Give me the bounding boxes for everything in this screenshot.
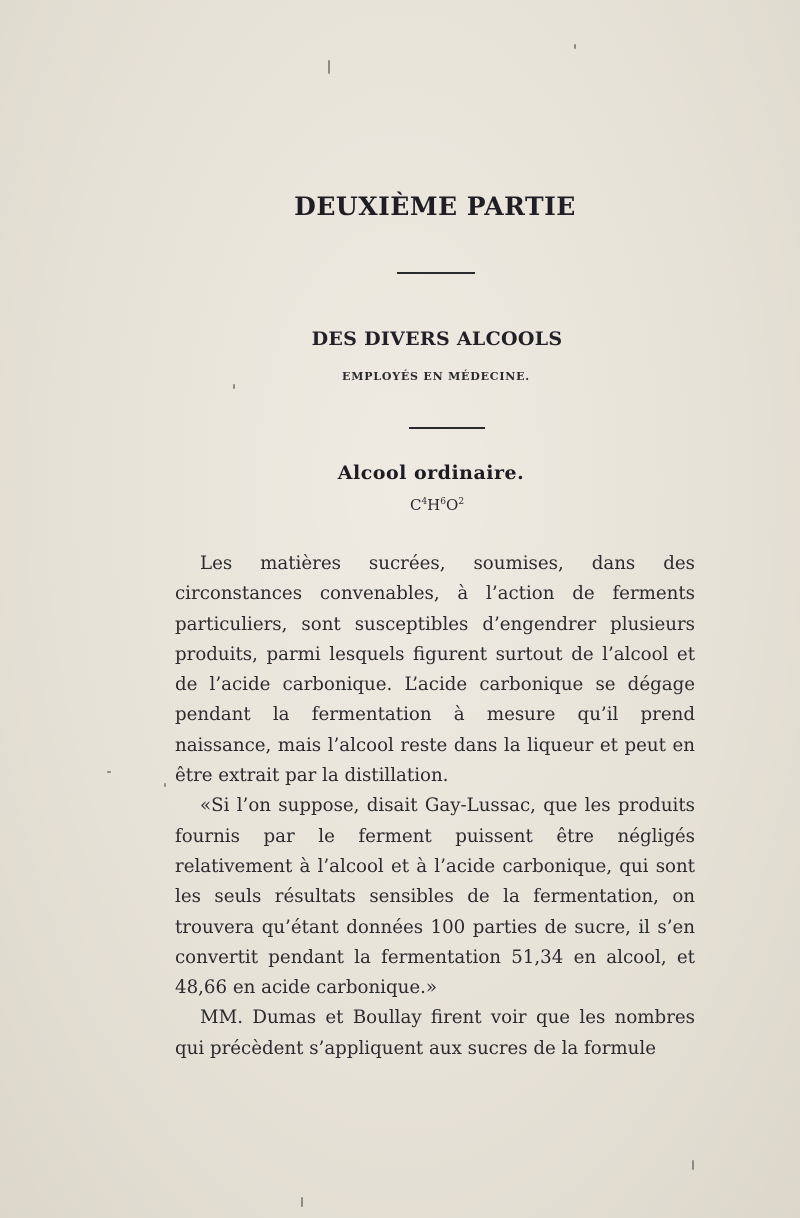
paper-speck — [328, 60, 330, 74]
paper-speck — [107, 771, 111, 773]
paper-speck — [301, 1197, 303, 1207]
section-title: DES DIVERS ALCOOLS — [311, 328, 563, 350]
paper-speck — [574, 44, 576, 49]
paragraph: MM. Dumas et Boullay firent voir que les nombres qui précèdent s’appliquent aux sucres de la formule — [175, 1007, 695, 1059]
formula-oxygen: O — [446, 496, 459, 514]
formula-carbon: C — [409, 496, 422, 514]
formula-hydrogen-count: 6 — [440, 497, 446, 507]
ornamental-rule-top — [397, 272, 475, 274]
paper-speck — [692, 1160, 694, 1170]
paper-speck — [233, 384, 235, 389]
formula-carbon-count: 4 — [421, 497, 428, 507]
chemical-formula — [0, 496, 800, 514]
body-text — [175, 549, 695, 1064]
section-subtitle: EMPLOYÉS EN MÉDECINE. — [342, 370, 530, 383]
paper-speck — [164, 783, 166, 787]
paragraph: Les matières sucrées, soumises, dans des circonstances convenables, à l’action de ferments particuliers, sont susceptibles d’engendrer plusieurs produits, parmi lesquels figurent surtout de l’alcool et de l’acide carbonique. L’acide carbonique se dégage pendant la fermentation à mesure qu’il prend naissance, mais l’alcool reste dans la liqueur et peut en être extrait par la distillation. — [175, 553, 695, 787]
formula-oxygen-count: 2 — [458, 497, 465, 507]
paragraph: «Si l’on suppose, disait Gay-Lussac, que les produits fournis par le ferment puissent être négligés relativement à l’alcool et à l’acide carbonique, qui sont les seuls résultats sensibles de la fermentation, on trouvera qu’étant données 100 parties de sucre, il s’en convertit pendant la fermentation 51,34 en alcool, et 48,66 en acide carbonique.» — [175, 795, 695, 999]
subsection-title: Alcool ordinaire. — [337, 462, 525, 484]
formula-hydrogen: H — [427, 496, 441, 514]
part-title: DEUXIÈME PARTIE — [294, 192, 576, 221]
ornamental-rule-bottom — [409, 427, 485, 429]
